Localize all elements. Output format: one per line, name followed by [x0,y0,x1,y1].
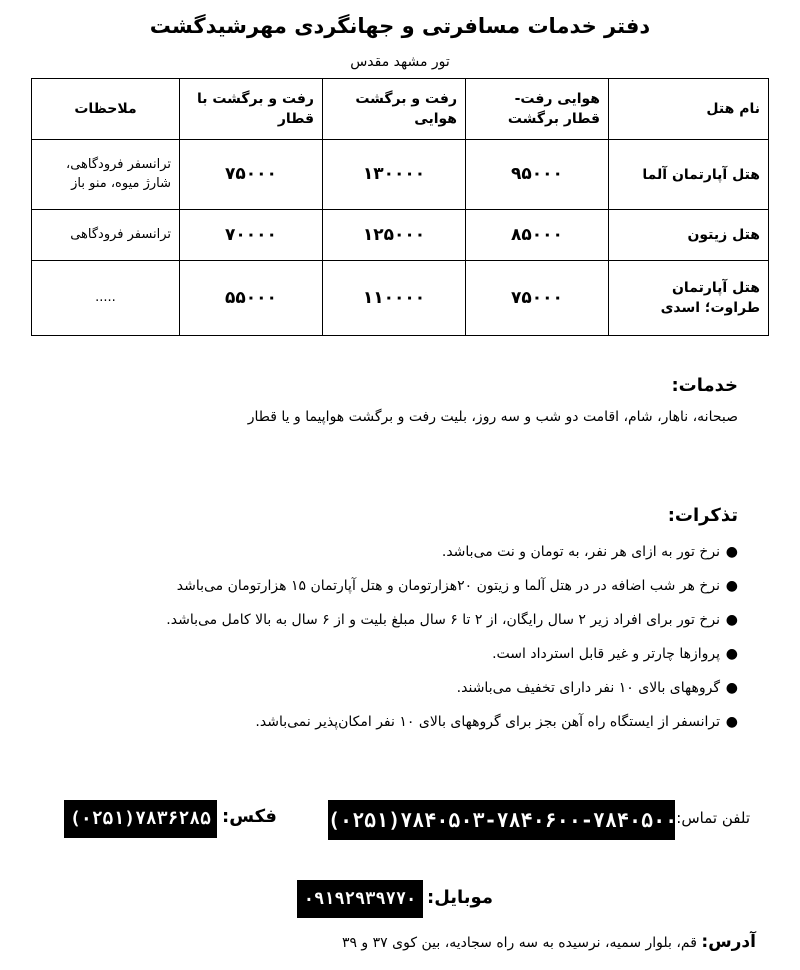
note-text: نرخ تور برای افراد زیر ۲ سال رایگان، از ۲ تا ۶ سال مبلغ بلیت و از ۶ سال به بالا کامل می‌باشد. [166,612,720,628]
column-header-air-train: هوایی رفت- قطار برگشت [466,79,609,140]
bullet-icon: ● [725,544,738,560]
hotel-name: هتل زیتون [609,210,769,261]
document-title: دفتر خدمات مسافرتی و جهانگردی مهرشیدگشت [149,14,651,38]
bullet-icon: ● [725,680,738,696]
hotel-name: هتل آپارتمان آلما [609,140,769,210]
price-train-roundtrip: ۷۵۰۰۰ [180,140,323,210]
table-row [32,140,769,210]
services-heading: خدمات: [671,375,738,396]
pricing-table [31,78,769,336]
price-air-roundtrip: ۱۱۰۰۰۰ [323,261,466,336]
fax-number: (۰۲۵۱)۷۸۳۶۲۸۵ [64,800,217,838]
price-train-roundtrip: ۵۵۰۰۰ [180,261,323,336]
list-item [38,671,738,705]
mobile-label: موبایل: [427,887,493,908]
table-row [32,210,769,261]
note-text: ترانسفر از ایستگاه راه آهن بجز برای گروههای بالای ۱۰ نفر امکان‌پذیر نمی‌باشد. [255,714,720,730]
note-text: گروههای بالای ۱۰ نفر دارای تخفیف می‌باشند. [456,680,720,696]
column-header-hotel: نام هتل [609,79,769,140]
bullet-icon: ● [725,612,738,628]
notes-heading: تذکرات: [667,505,738,526]
column-header-air-roundtrip: رفت و برگشت هوایی [323,79,466,140]
list-item [38,705,738,739]
price-air-train: ۸۵۰۰۰ [466,210,609,261]
tour-subtitle: تور مشهد مقدس [350,54,450,70]
note-text: نرخ هر شب اضافه در در هتل آلما و زیتون ۲۰هزارتومان و هتل آپارتمان ۱۵ هزارتومان می‌باشد [176,578,720,594]
fax-label: فکس: [222,806,277,827]
address-line [342,932,756,952]
row-note: ترانسفر فرودگاهی [32,210,180,261]
price-air-train: ۷۵۰۰۰ [466,261,609,336]
price-air-train: ۹۵۰۰۰ [466,140,609,210]
row-note: ترانسفر فرودگاهی، شارژ میوه، منو باز [32,140,180,210]
table-row [32,261,769,336]
phone-number: (۰۲۵۱)۷۸۴۰۵۰۳-۷۸۴۰۶۰۰-۷۸۴۰۵۰۰ [328,800,675,840]
mobile-number: ۰۹۱۹۲۹۳۹۷۷۰ [297,880,423,918]
address-label: آدرس: [701,932,756,952]
row-note: ..... [32,261,180,336]
column-header-notes: ملاحظات [32,79,180,140]
notes-list [38,535,738,739]
note-text: نرخ تور به ازای هر نفر، به تومان و نت می‌باشد. [441,544,720,560]
phone-label: تلفن تماس: [676,809,750,827]
list-item [38,603,738,637]
address-text: قم، بلوار سمیه، نرسیده به سه راه سجادیه، بین کوی ۳۷ و ۳۹ [341,935,697,951]
list-item [38,569,738,603]
table-header-row [32,79,769,140]
list-item [38,535,738,569]
column-header-train-roundtrip: رفت و برگشت با قطار [180,79,323,140]
bullet-icon: ● [725,714,738,730]
price-train-roundtrip: ۷۰۰۰۰ [180,210,323,261]
hotel-name: هتل آپارتمان طراوت؛ اسدی [609,261,769,336]
services-text: صبحانه، ناهار، شام، اقامت دو شب و سه روز، بلیت رفت و برگشت هواپیما و یا قطار [247,409,738,425]
list-item [38,637,738,671]
note-text: پروازها چارتر و غیر قابل استرداد است. [492,646,720,662]
bullet-icon: ● [725,578,738,594]
price-air-roundtrip: ۱۲۵۰۰۰ [323,210,466,261]
bullet-icon: ● [725,646,738,662]
price-air-roundtrip: ۱۳۰۰۰۰ [323,140,466,210]
